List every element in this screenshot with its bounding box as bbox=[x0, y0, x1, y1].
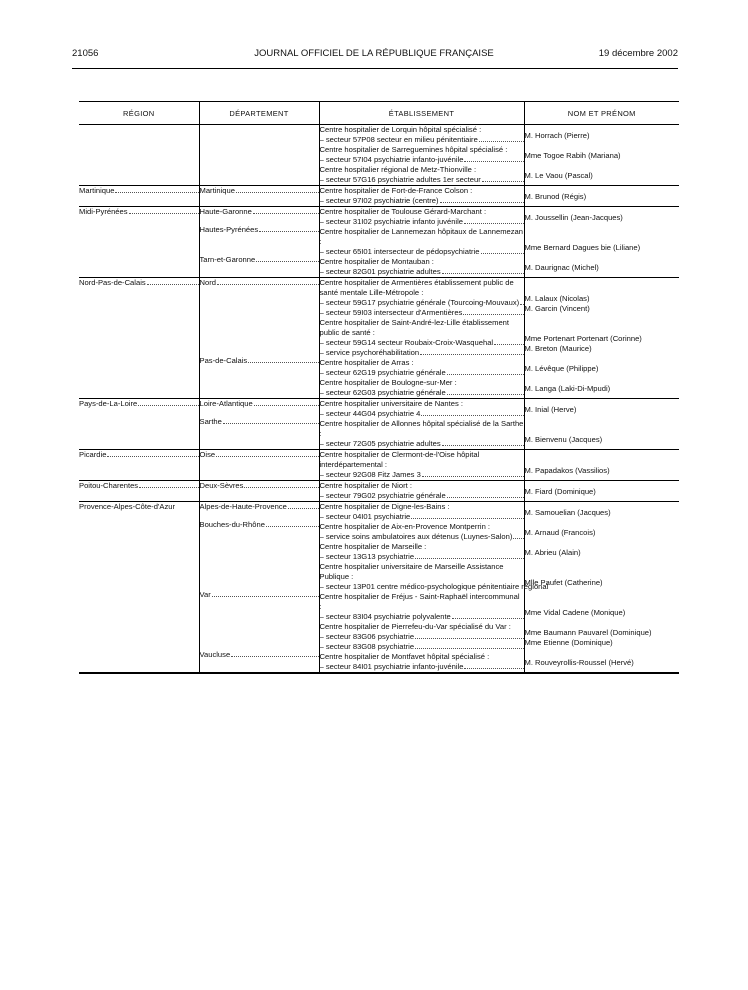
departement-name-text: Vaucluse bbox=[199, 649, 231, 659]
establishment-line: Centre hospitalier universitaire de Nantes : bbox=[319, 399, 464, 408]
etablissement-cell bbox=[319, 399, 524, 450]
etablissement-cell bbox=[319, 450, 524, 481]
sector-line bbox=[320, 491, 524, 501]
sector-line bbox=[320, 155, 524, 165]
person-name: M. Garcin (Vincent) bbox=[524, 303, 590, 313]
sector-line bbox=[320, 368, 524, 378]
departement-cell bbox=[199, 502, 319, 673]
header-rule bbox=[72, 68, 678, 69]
departement-name-text: Sarthe bbox=[199, 416, 222, 426]
column-header-departement: DÉPARTEMENT bbox=[199, 102, 319, 125]
region-name-text: Midi-Pyrénées bbox=[79, 207, 128, 216]
sector-line bbox=[320, 196, 524, 206]
sector-line-text: – secteur 62G19 psychiatrie générale bbox=[319, 368, 446, 377]
region-name-text: Poitou-Charentes bbox=[79, 481, 139, 490]
person-name: M. Fiard (Dominique) bbox=[524, 486, 596, 496]
departement-name bbox=[200, 502, 319, 512]
sector-line-text: – service psychoréhabilitation bbox=[319, 348, 420, 357]
establishment-line: Centre hospitalier de Montfavet hôpital spécialisé : bbox=[319, 652, 490, 661]
sector-line bbox=[320, 512, 524, 522]
region-name bbox=[79, 481, 199, 491]
nom-prenom-cell bbox=[524, 481, 679, 502]
sector-line-text: – secteur 13P01 centre médico-psychologique pénitentiaire régional bbox=[319, 582, 549, 591]
establishment-line: Centre hospitalier de Montauban : bbox=[319, 257, 434, 266]
person-name: M. Rouveyrollis-Roussel (Hervé) bbox=[524, 657, 634, 667]
sector-line-text: – secteur 57G16 psychiatrie adultes 1er secteur bbox=[319, 175, 481, 184]
sector-line-text: – secteur 83I04 psychiatrie polyvalente bbox=[319, 612, 451, 621]
person-name: M. Inial (Herve) bbox=[524, 404, 577, 414]
person-name: M. Lalaux (Nicolas) bbox=[524, 293, 590, 303]
establishment-line: Centre hospitalier de Toulouse Gérard-Marchant : bbox=[319, 207, 487, 216]
sector-line bbox=[320, 612, 524, 622]
nom-prenom-cell bbox=[524, 399, 679, 450]
establishment-line: Centre hospitalier de Digne-les-Bains : bbox=[319, 502, 450, 511]
person-name: Mme Portenart Portenart (Corinne) bbox=[524, 333, 642, 343]
column-header-nom-prenom: NOM ET PRÉNOM bbox=[524, 102, 679, 125]
establishment-line: Centre hospitalier régional de Metz-Thionville : bbox=[319, 165, 477, 174]
person-name: Mme Vidal Cadene (Monique) bbox=[524, 607, 626, 617]
nom-prenom-cell bbox=[524, 125, 679, 186]
region-name bbox=[79, 207, 199, 217]
sector-line-text: – secteur 59G14 secteur Roubaix-Croix-Wasquehal bbox=[319, 338, 494, 347]
sector-line-text: – secteur 79G02 psychiatrie générale bbox=[319, 491, 446, 500]
region-name bbox=[79, 278, 199, 288]
sector-line-text: – secteur 83G06 psychiatrie bbox=[319, 632, 415, 641]
table-row bbox=[79, 399, 679, 450]
region-cell bbox=[79, 399, 199, 450]
sector-line bbox=[320, 439, 524, 449]
etablissement-cell bbox=[319, 186, 524, 207]
etablissement-cell bbox=[319, 125, 524, 186]
region-cell bbox=[79, 278, 199, 399]
establishment-line: Centre hospitalier de Pierrefeu-du-Var spécialisé du Var : bbox=[319, 622, 511, 631]
establishment-line: Centre hospitalier de Saint-André-lez-Lille établissement public de santé : bbox=[319, 318, 510, 337]
sector-line-text: – secteur 57I04 psychiatrie infanto-juvénile bbox=[319, 155, 464, 164]
nom-prenom-cell bbox=[524, 278, 679, 399]
person-name: M. Papadakos (Vassilios) bbox=[524, 465, 610, 475]
sector-line bbox=[320, 298, 524, 308]
establishment-line: Centre hospitalier de Lannemezan hôpitaux de Lannemezan : bbox=[319, 227, 523, 246]
sector-line-text: – secteur 59I03 intersecteur d'Armentières bbox=[319, 308, 463, 317]
region-cell bbox=[79, 502, 199, 673]
sector-line bbox=[320, 552, 524, 562]
etablissement-cell bbox=[319, 481, 524, 502]
column-header-etablissement: ÉTABLISSEMENT bbox=[319, 102, 524, 125]
nom-prenom-cell bbox=[524, 186, 679, 207]
sector-line-text: – secteur 62G03 psychiatrie générale bbox=[319, 388, 446, 397]
sector-line-text: – secteur 83G08 psychiatrie bbox=[319, 642, 415, 651]
sector-line-text: – secteur 92G08 Fitz James 3 bbox=[319, 470, 421, 479]
departement-name-text: Deux-Sèvres bbox=[199, 481, 244, 490]
departement-name-text: Oise bbox=[199, 450, 216, 459]
departement-name-text: Bouches-du-Rhône bbox=[199, 519, 265, 529]
region-cell bbox=[79, 450, 199, 481]
sector-line bbox=[320, 338, 524, 348]
person-name: M. Breton (Maurice) bbox=[524, 343, 592, 353]
nom-prenom-cell bbox=[524, 207, 679, 278]
person-name: M. Le Vaou (Pascal) bbox=[524, 170, 593, 180]
sector-line-text: – secteur 72G05 psychiatrie adultes bbox=[319, 439, 441, 448]
sector-line bbox=[320, 175, 524, 185]
sector-line bbox=[320, 308, 524, 318]
sector-line-text: – secteur 59G17 psychiatrie générale (Tourcoing-Mouvaux) bbox=[319, 298, 520, 307]
sector-line bbox=[320, 348, 524, 358]
sector-line bbox=[319, 582, 549, 592]
departement-name bbox=[200, 255, 319, 265]
publication-date: 19 décembre 2002 bbox=[598, 48, 678, 59]
journal-title: JOURNAL OFFICIEL DE LA RÉPUBLIQUE FRANÇAISE bbox=[254, 48, 494, 59]
person-name: M. Samouelian (Jacques) bbox=[524, 507, 611, 517]
table-row bbox=[79, 186, 679, 207]
region-cell bbox=[79, 186, 199, 207]
establishment-line: Centre hospitalier de Aix-en-Provence Montperrin : bbox=[319, 522, 491, 531]
table-row bbox=[79, 125, 679, 186]
sector-line-text: – secteur 65I01 intersecteur de pédopsychiatrie bbox=[319, 247, 480, 256]
region-name-text: Nord-Pas-de-Calais bbox=[79, 278, 146, 287]
region-name bbox=[79, 399, 199, 409]
person-name: M. Abrieu (Alain) bbox=[524, 547, 581, 557]
person-name: Mlle Paufet (Catherine) bbox=[524, 577, 603, 587]
etablissement-cell bbox=[319, 278, 524, 399]
etablissement-cell bbox=[319, 502, 549, 673]
region-name: Provence-Alpes-Côte-d'Azur bbox=[79, 502, 175, 511]
departement-name bbox=[200, 225, 319, 235]
departement-cell bbox=[199, 450, 319, 481]
region-name bbox=[79, 186, 199, 196]
table-row bbox=[79, 481, 679, 502]
sector-line bbox=[320, 632, 524, 642]
departement-name bbox=[200, 417, 319, 427]
person-name: M. Arnaud (Francois) bbox=[524, 527, 596, 537]
sector-line bbox=[320, 642, 524, 652]
sector-line bbox=[320, 409, 524, 419]
table-row bbox=[79, 502, 679, 673]
departement-name-text: Loire-Atlantique bbox=[199, 399, 253, 408]
departement-name bbox=[200, 186, 319, 196]
establishment-line: Centre hospitalier de Lorquin hôpital spécialisé : bbox=[319, 125, 482, 134]
departement-cell bbox=[199, 481, 319, 502]
region-name bbox=[79, 450, 199, 460]
sector-line-text: – secteur 44G04 psychiatrie 4 bbox=[319, 409, 421, 418]
person-name: M. Lévêque (Philippe) bbox=[524, 363, 599, 373]
sector-line bbox=[320, 470, 524, 480]
sector-line-text: – secteur 97I02 psychiatrie (centre) bbox=[319, 196, 439, 205]
region-cell bbox=[79, 125, 199, 186]
establishment-line: Centre hospitalier de Niort : bbox=[319, 481, 412, 490]
establishment-line: Centre hospitalier de Marseille : bbox=[319, 542, 427, 551]
departement-name-text: Hautes-Pyrénées bbox=[199, 224, 259, 234]
departement-name-text: Haute-Garonne bbox=[199, 207, 252, 216]
departement-name bbox=[200, 520, 319, 530]
appointments-table bbox=[79, 101, 679, 674]
region-name-text: Martinique bbox=[79, 186, 115, 195]
person-name: Mme Baumann Pauvarel (Dominique) bbox=[524, 627, 652, 637]
departement-name bbox=[200, 207, 319, 217]
departement-name bbox=[200, 356, 319, 366]
establishment-line: Centre hospitalier de Fort-de-France Colson : bbox=[319, 186, 473, 195]
person-name: M. Brunod (Régis) bbox=[524, 191, 587, 201]
sector-line-text: – secteur 04I01 psychiatrie bbox=[319, 512, 411, 521]
etablissement-cell bbox=[319, 207, 524, 278]
person-name: M. Langa (Laki-Di-Mpudi) bbox=[524, 383, 611, 393]
region-cell bbox=[79, 481, 199, 502]
sector-line bbox=[320, 388, 524, 398]
table-row bbox=[79, 450, 679, 481]
departement-cell bbox=[199, 278, 319, 399]
person-name: M. Horrach (Pierre) bbox=[524, 130, 590, 140]
departement-cell bbox=[199, 207, 319, 278]
departement-name-text: Alpes-de-Haute-Provence bbox=[199, 502, 287, 511]
departement-name bbox=[200, 590, 319, 600]
establishment-line: Centre hospitalier de Clermont-de-l'Oise hôpital interdépartemental : bbox=[319, 450, 480, 469]
region-cell bbox=[79, 207, 199, 278]
sector-line bbox=[320, 217, 524, 227]
departement-name-text: Var bbox=[199, 589, 211, 599]
sector-line-text: – secteur 13G13 psychiatrie bbox=[319, 552, 415, 561]
establishment-line: Centre hospitalier de Sarreguemines hôpital spécialisé : bbox=[319, 145, 508, 154]
person-name: M. Bienvenu (Jacques) bbox=[524, 434, 603, 444]
sector-line-text: – secteur 31I02 psychiatrie infanto juvénile bbox=[319, 217, 464, 226]
table-row bbox=[79, 207, 679, 278]
sector-line bbox=[320, 135, 524, 145]
establishment-line: Centre hospitalier de Arras : bbox=[319, 358, 414, 367]
departement-cell bbox=[199, 125, 319, 186]
departement-name-text: Pas-de-Calais bbox=[199, 355, 248, 365]
departement-cell bbox=[199, 399, 319, 450]
sector-line-text: – secteur 57P08 secteur en milieu pénitentiaire bbox=[319, 135, 478, 144]
nom-prenom-cell bbox=[524, 450, 679, 481]
departement-name bbox=[200, 481, 319, 491]
region-name-text: Pays-de-La-Loire bbox=[79, 399, 138, 408]
departement-name bbox=[200, 399, 319, 409]
establishment-line: Centre hospitalier de Fréjus - Saint-Raphaël intercommunal : bbox=[319, 592, 520, 611]
sector-line bbox=[320, 267, 524, 277]
departement-name bbox=[200, 278, 319, 288]
person-name: M. Daurignac (Michel) bbox=[524, 262, 599, 272]
sector-line-text: – secteur 84I01 psychiatrie infanto-juvénile bbox=[319, 662, 464, 671]
departement-cell bbox=[199, 186, 319, 207]
departement-name-text: Nord bbox=[199, 278, 216, 287]
sector-line-text: – secteur 82G01 psychiatrie adultes bbox=[319, 267, 441, 276]
establishment-line: Centre hospitalier de Boulogne-sur-Mer : bbox=[319, 378, 457, 387]
person-name: M. Joussellin (Jean-Jacques) bbox=[524, 212, 623, 222]
person-name: Mme Togoe Rabih (Mariana) bbox=[524, 150, 621, 160]
establishment-line: Centre hospitalier de Allonnes hôpital spécialisé de la Sarthe : bbox=[319, 419, 524, 438]
sector-line-text: – service soins ambulatoires aux détenus (Luynes-Salon) bbox=[319, 532, 513, 541]
sector-line bbox=[320, 247, 524, 257]
departement-name bbox=[200, 650, 319, 660]
sector-line bbox=[320, 532, 524, 542]
region-name-text: Picardie bbox=[79, 450, 107, 459]
sector-line bbox=[320, 662, 524, 672]
departement-name-text: Tarn-et-Garonne bbox=[199, 254, 256, 264]
column-header-region: RÉGION bbox=[79, 102, 199, 125]
departement-name-text: Martinique bbox=[199, 186, 235, 195]
person-name: Mme Etienne (Dominique) bbox=[524, 637, 613, 647]
page-number: 21056 bbox=[72, 48, 99, 59]
table-row bbox=[79, 278, 679, 399]
person-name: Mme Bernard Dagues bie (Liliane) bbox=[524, 242, 641, 252]
establishment-line: Centre hospitalier de Armentières établissement public de santé mentale Lille-Métropole : bbox=[319, 278, 514, 297]
table-header-row bbox=[79, 102, 679, 125]
departement-name bbox=[200, 450, 319, 460]
establishment-line: Centre hospitalier universitaire de Marseille Assistance Publique : bbox=[319, 562, 504, 581]
